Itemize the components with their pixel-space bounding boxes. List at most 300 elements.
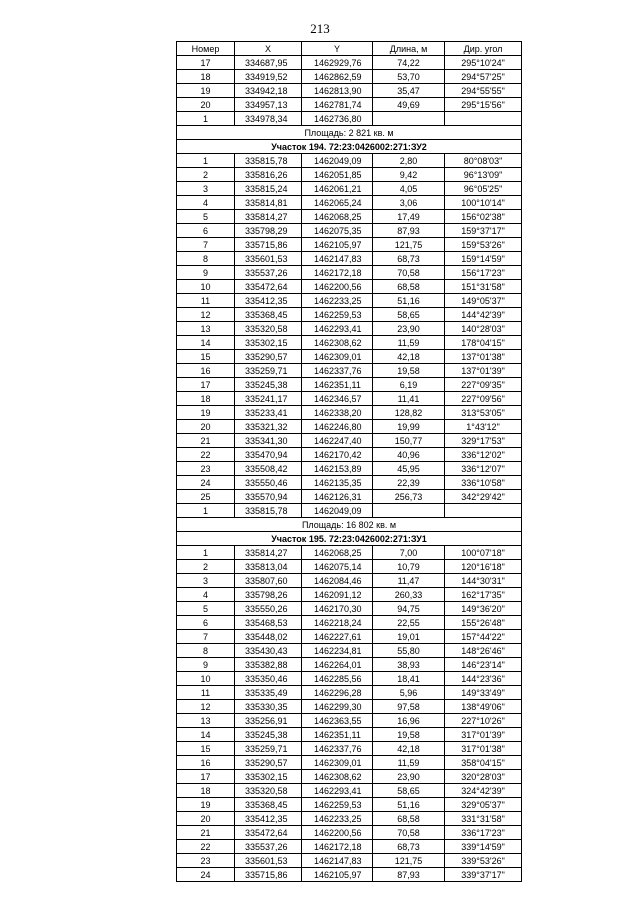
- direction-angle: 149°05'37": [445, 294, 522, 308]
- direction-angle: 80°08'03": [445, 154, 522, 168]
- segment-length: 11,41: [373, 392, 445, 406]
- coord-y: 1462781,74: [302, 98, 373, 112]
- coord-x: 335350,46: [235, 672, 302, 686]
- coord-x: 334942,18: [235, 84, 302, 98]
- direction-angle: 329°17'53": [445, 434, 522, 448]
- coord-x: 335601,53: [235, 854, 302, 868]
- point-number: 8: [177, 252, 235, 266]
- coord-x: 335715,86: [235, 238, 302, 252]
- direction-angle: [445, 112, 522, 126]
- direction-angle: 317°01'38": [445, 742, 522, 756]
- point-number: 23: [177, 462, 235, 476]
- coord-x: 335472,64: [235, 826, 302, 840]
- coord-y: 1462813,90: [302, 84, 373, 98]
- section-title: Участок 195. 72:23:0426002:271:ЗУ1: [177, 532, 522, 546]
- point-number: 20: [177, 98, 235, 112]
- segment-length: 128,82: [373, 406, 445, 420]
- point-number: 19: [177, 798, 235, 812]
- segment-length: 256,73: [373, 490, 445, 504]
- area-row: [177, 518, 522, 532]
- coord-y: 1462105,97: [302, 868, 373, 882]
- table-row: [177, 616, 522, 630]
- coord-x: 335815,24: [235, 182, 302, 196]
- table-row: [177, 840, 522, 854]
- table-row: [177, 84, 522, 98]
- direction-angle: 294°55'55": [445, 84, 522, 98]
- point-number: 10: [177, 672, 235, 686]
- segment-length: 51,16: [373, 798, 445, 812]
- coord-y: 1462346,57: [302, 392, 373, 406]
- point-number: 4: [177, 588, 235, 602]
- point-number: 13: [177, 714, 235, 728]
- direction-angle: 159°14'59": [445, 252, 522, 266]
- coord-y: 1462172,18: [302, 266, 373, 280]
- coord-y: 1462293,41: [302, 784, 373, 798]
- point-number: 21: [177, 826, 235, 840]
- direction-angle: 336°12'02": [445, 448, 522, 462]
- segment-length: 53,70: [373, 70, 445, 84]
- direction-angle: 339°37'17": [445, 868, 522, 882]
- coord-x: 335468,53: [235, 616, 302, 630]
- coord-y: 1462105,97: [302, 238, 373, 252]
- segment-length: 42,18: [373, 350, 445, 364]
- table-row: [177, 868, 522, 882]
- header-x: X: [235, 42, 302, 56]
- point-number: 16: [177, 364, 235, 378]
- direction-angle: 151°31'58": [445, 280, 522, 294]
- area-value: Площадь: 16 802 кв. м: [177, 518, 522, 532]
- point-number: 7: [177, 238, 235, 252]
- header-row: [177, 42, 522, 56]
- direction-angle: 156°17'23": [445, 266, 522, 280]
- coord-y: 1462227,61: [302, 630, 373, 644]
- section-title-row: [177, 140, 522, 154]
- direction-angle: 137°01'39": [445, 364, 522, 378]
- section-title-row: [177, 532, 522, 546]
- direction-angle: 140°28'03": [445, 322, 522, 336]
- point-number: 12: [177, 308, 235, 322]
- coord-y: 1462049,09: [302, 504, 373, 518]
- point-number: 16: [177, 756, 235, 770]
- point-number: 22: [177, 840, 235, 854]
- table-row: [177, 406, 522, 420]
- table-row: [177, 210, 522, 224]
- segment-length: [373, 112, 445, 126]
- table-row: [177, 770, 522, 784]
- header-y: Y: [302, 42, 373, 56]
- coord-y: 1462147,83: [302, 854, 373, 868]
- point-number: 8: [177, 644, 235, 658]
- coord-x: 335256,91: [235, 714, 302, 728]
- table-body: [177, 56, 522, 882]
- table-row: [177, 196, 522, 210]
- table-row: [177, 294, 522, 308]
- coord-y: 1462259,53: [302, 798, 373, 812]
- segment-length: 3,06: [373, 196, 445, 210]
- table-row: [177, 154, 522, 168]
- coord-x: 335302,15: [235, 770, 302, 784]
- coord-y: 1462293,41: [302, 322, 373, 336]
- coord-y: 1462061,21: [302, 182, 373, 196]
- direction-angle: 317°01'39": [445, 728, 522, 742]
- coord-y: 1462075,14: [302, 560, 373, 574]
- coord-y: 1462309,01: [302, 756, 373, 770]
- table-row: [177, 602, 522, 616]
- direction-angle: 159°53'26": [445, 238, 522, 252]
- coord-x: 335807,60: [235, 574, 302, 588]
- coord-x: 335330,35: [235, 700, 302, 714]
- direction-angle: 336°12'07": [445, 462, 522, 476]
- table-row: [177, 854, 522, 868]
- coord-y: 1462068,25: [302, 546, 373, 560]
- coord-x: 335570,94: [235, 490, 302, 504]
- point-number: 14: [177, 336, 235, 350]
- coord-x: 335259,71: [235, 364, 302, 378]
- direction-angle: 149°33'49": [445, 686, 522, 700]
- point-number: 15: [177, 742, 235, 756]
- table-row: [177, 420, 522, 434]
- table-row: [177, 728, 522, 742]
- point-number: 5: [177, 602, 235, 616]
- segment-length: 16,96: [373, 714, 445, 728]
- segment-length: 11,59: [373, 336, 445, 350]
- segment-length: 58,65: [373, 308, 445, 322]
- direction-angle: 295°10'24": [445, 56, 522, 70]
- coord-x: 335245,38: [235, 378, 302, 392]
- table-row: [177, 336, 522, 350]
- direction-angle: 146°23'14": [445, 658, 522, 672]
- point-number: 17: [177, 56, 235, 70]
- coord-x: 335412,35: [235, 812, 302, 826]
- point-number: 18: [177, 70, 235, 84]
- coord-x: 335550,46: [235, 476, 302, 490]
- segment-length: 260,33: [373, 588, 445, 602]
- section-title: Участок 194. 72:23:0426002:271:ЗУ2: [177, 140, 522, 154]
- point-number: 24: [177, 868, 235, 882]
- coord-y: 1462351,11: [302, 728, 373, 742]
- point-number: 1: [177, 154, 235, 168]
- table-row: [177, 350, 522, 364]
- coord-y: 1462351,11: [302, 378, 373, 392]
- coord-y: 1462308,62: [302, 336, 373, 350]
- segment-length: 49,69: [373, 98, 445, 112]
- direction-angle: 358°04'15": [445, 756, 522, 770]
- segment-length: 9,42: [373, 168, 445, 182]
- table-row: [177, 644, 522, 658]
- direction-angle: 227°10'26": [445, 714, 522, 728]
- table-row: [177, 798, 522, 812]
- coord-x: 335321,32: [235, 420, 302, 434]
- direction-angle: 227°09'56": [445, 392, 522, 406]
- table-row: [177, 672, 522, 686]
- coord-y: 1462259,53: [302, 308, 373, 322]
- coord-y: 1462296,28: [302, 686, 373, 700]
- segment-length: 2,80: [373, 154, 445, 168]
- point-number: 1: [177, 504, 235, 518]
- coord-x: 335508,42: [235, 462, 302, 476]
- direction-angle: 144°42'39": [445, 308, 522, 322]
- coord-x: 334919,52: [235, 70, 302, 84]
- table-row: [177, 238, 522, 252]
- segment-length: 22,39: [373, 476, 445, 490]
- direction-angle: 138°49'06": [445, 700, 522, 714]
- direction-angle: 157°44'22": [445, 630, 522, 644]
- segment-length: 68,58: [373, 280, 445, 294]
- coord-x: 335290,57: [235, 350, 302, 364]
- point-number: 15: [177, 350, 235, 364]
- coord-y: 1462246,80: [302, 420, 373, 434]
- table-row: [177, 280, 522, 294]
- table-row: [177, 182, 522, 196]
- coord-x: 335368,45: [235, 308, 302, 322]
- table-row: [177, 826, 522, 840]
- table-row: [177, 560, 522, 574]
- segment-length: 19,01: [373, 630, 445, 644]
- coord-x: 335798,26: [235, 588, 302, 602]
- segment-length: 5,96: [373, 686, 445, 700]
- segment-length: 23,90: [373, 770, 445, 784]
- coord-y: 1462299,30: [302, 700, 373, 714]
- coord-x: 335814,81: [235, 196, 302, 210]
- point-number: 18: [177, 392, 235, 406]
- point-number: 13: [177, 322, 235, 336]
- segment-length: 68,73: [373, 840, 445, 854]
- coord-y: 1462736,80: [302, 112, 373, 126]
- point-number: 11: [177, 294, 235, 308]
- direction-angle: 149°36'20": [445, 602, 522, 616]
- coord-x: 335816,26: [235, 168, 302, 182]
- table-row: [177, 812, 522, 826]
- segment-length: 18,41: [373, 672, 445, 686]
- area-row: [177, 126, 522, 140]
- segment-length: 35,47: [373, 84, 445, 98]
- segment-length: 68,58: [373, 812, 445, 826]
- point-number: 20: [177, 812, 235, 826]
- direction-angle: [445, 504, 522, 518]
- table-row: [177, 434, 522, 448]
- segment-length: 150,77: [373, 434, 445, 448]
- coord-y: 1462929,76: [302, 56, 373, 70]
- direction-angle: 162°17'35": [445, 588, 522, 602]
- coord-x: 335601,53: [235, 252, 302, 266]
- segment-length: 58,65: [373, 784, 445, 798]
- table-row: [177, 504, 522, 518]
- point-number: 21: [177, 434, 235, 448]
- point-number: 14: [177, 728, 235, 742]
- coord-x: 335537,26: [235, 840, 302, 854]
- table-row: [177, 462, 522, 476]
- point-number: 24: [177, 476, 235, 490]
- table-row: [177, 168, 522, 182]
- coord-x: 335320,58: [235, 322, 302, 336]
- point-number: 23: [177, 854, 235, 868]
- direction-angle: 339°14'59": [445, 840, 522, 854]
- direction-angle: 120°16'18": [445, 560, 522, 574]
- table-row: [177, 252, 522, 266]
- segment-length: 94,75: [373, 602, 445, 616]
- segment-length: 19,58: [373, 364, 445, 378]
- coord-x: 335815,78: [235, 504, 302, 518]
- coord-x: 335472,64: [235, 280, 302, 294]
- coord-x: 335320,58: [235, 784, 302, 798]
- table-row: [177, 378, 522, 392]
- coord-y: 1462075,35: [302, 224, 373, 238]
- point-number: 25: [177, 490, 235, 504]
- table-row: [177, 756, 522, 770]
- coord-y: 1462234,81: [302, 644, 373, 658]
- segment-length: 4,05: [373, 182, 445, 196]
- coord-x: 335537,26: [235, 266, 302, 280]
- point-number: 4: [177, 196, 235, 210]
- direction-angle: 329°05'37": [445, 798, 522, 812]
- coord-x: 335259,71: [235, 742, 302, 756]
- coord-y: 1462126,31: [302, 490, 373, 504]
- direction-angle: 331°31'58": [445, 812, 522, 826]
- coord-x: 335550,26: [235, 602, 302, 616]
- direction-angle: 155°26'48": [445, 616, 522, 630]
- direction-angle: 324°42'39": [445, 784, 522, 798]
- point-number: 12: [177, 700, 235, 714]
- direction-angle: 159°37'17": [445, 224, 522, 238]
- coord-y: 1462337,76: [302, 364, 373, 378]
- coord-y: 1462862,59: [302, 70, 373, 84]
- direction-angle: 336°10'58": [445, 476, 522, 490]
- segment-length: [373, 504, 445, 518]
- coord-x: 335412,35: [235, 294, 302, 308]
- point-number: 20: [177, 420, 235, 434]
- table-row: [177, 322, 522, 336]
- direction-angle: 313°53'05": [445, 406, 522, 420]
- area-value: Площадь: 2 821 кв. м: [177, 126, 522, 140]
- point-number: 6: [177, 616, 235, 630]
- point-number: 11: [177, 686, 235, 700]
- coord-x: 335715,86: [235, 868, 302, 882]
- coord-y: 1462264,01: [302, 658, 373, 672]
- page-number: 213: [310, 21, 330, 36]
- table-row: [177, 70, 522, 84]
- segment-length: 6,19: [373, 378, 445, 392]
- table-row: [177, 714, 522, 728]
- direction-angle: 100°07'18": [445, 546, 522, 560]
- coord-y: 1462170,30: [302, 602, 373, 616]
- point-number: 10: [177, 280, 235, 294]
- point-number: 19: [177, 406, 235, 420]
- coord-x: 334978,34: [235, 112, 302, 126]
- header-number: Номер: [177, 42, 235, 56]
- direction-angle: 294°57'25": [445, 70, 522, 84]
- coord-x: 335335,49: [235, 686, 302, 700]
- direction-angle: 96°05'25": [445, 182, 522, 196]
- segment-length: 22,55: [373, 616, 445, 630]
- coord-x: 335813,04: [235, 560, 302, 574]
- coord-y: 1462065,24: [302, 196, 373, 210]
- direction-angle: 144°23'36": [445, 672, 522, 686]
- coord-x: 335382,88: [235, 658, 302, 672]
- segment-length: 42,18: [373, 742, 445, 756]
- header-angle: Дир. угол: [445, 42, 522, 56]
- point-number: 5: [177, 210, 235, 224]
- coord-y: 1462170,42: [302, 448, 373, 462]
- direction-angle: 100°10'14": [445, 196, 522, 210]
- table-row: [177, 658, 522, 672]
- table-row: [177, 364, 522, 378]
- direction-angle: 1°43'12": [445, 420, 522, 434]
- coord-y: 1462091,12: [302, 588, 373, 602]
- point-number: 2: [177, 560, 235, 574]
- table-row: [177, 112, 522, 126]
- table-row: [177, 630, 522, 644]
- segment-length: 19,58: [373, 728, 445, 742]
- point-number: 1: [177, 112, 235, 126]
- coord-x: 335341,30: [235, 434, 302, 448]
- segment-length: 10,79: [373, 560, 445, 574]
- direction-angle: 295°15'56": [445, 98, 522, 112]
- segment-length: 40,96: [373, 448, 445, 462]
- coord-x: 335290,57: [235, 756, 302, 770]
- coordinates-table: [176, 41, 522, 882]
- segment-length: 17,49: [373, 210, 445, 224]
- segment-length: 70,58: [373, 266, 445, 280]
- segment-length: 45,95: [373, 462, 445, 476]
- coord-x: 335798,29: [235, 224, 302, 238]
- direction-angle: 227°09'35": [445, 378, 522, 392]
- direction-angle: 336°17'23": [445, 826, 522, 840]
- direction-angle: 96°13'09": [445, 168, 522, 182]
- table-row: [177, 700, 522, 714]
- direction-angle: 156°02'38": [445, 210, 522, 224]
- coord-y: 1462135,35: [302, 476, 373, 490]
- table-row: [177, 308, 522, 322]
- coord-y: 1462200,56: [302, 826, 373, 840]
- coord-y: 1462051,85: [302, 168, 373, 182]
- table-row: [177, 742, 522, 756]
- segment-length: 70,58: [373, 826, 445, 840]
- table-row: [177, 546, 522, 560]
- direction-angle: 137°01'38": [445, 350, 522, 364]
- coord-y: 1462363,55: [302, 714, 373, 728]
- coord-y: 1462218,24: [302, 616, 373, 630]
- point-number: 19: [177, 84, 235, 98]
- coord-x: 335470,94: [235, 448, 302, 462]
- coord-y: 1462200,56: [302, 280, 373, 294]
- table-row: [177, 476, 522, 490]
- point-number: 3: [177, 574, 235, 588]
- coord-y: 1462247,40: [302, 434, 373, 448]
- segment-length: 74,22: [373, 56, 445, 70]
- coord-x: 335814,27: [235, 210, 302, 224]
- table-row: [177, 224, 522, 238]
- direction-angle: 320°28'03": [445, 770, 522, 784]
- coord-y: 1462285,56: [302, 672, 373, 686]
- table-row: [177, 98, 522, 112]
- segment-length: 121,75: [373, 854, 445, 868]
- segment-length: 11,59: [373, 756, 445, 770]
- segment-length: 68,73: [373, 252, 445, 266]
- table-row: [177, 392, 522, 406]
- coord-y: 1462084,46: [302, 574, 373, 588]
- direction-angle: 339°53'26": [445, 854, 522, 868]
- segment-length: 87,93: [373, 224, 445, 238]
- coord-y: 1462068,25: [302, 210, 373, 224]
- coord-x: 335233,41: [235, 406, 302, 420]
- point-number: 3: [177, 182, 235, 196]
- point-number: 9: [177, 658, 235, 672]
- table-row: [177, 56, 522, 70]
- segment-length: 7,00: [373, 546, 445, 560]
- segment-length: 51,16: [373, 294, 445, 308]
- coord-x: 335302,15: [235, 336, 302, 350]
- segment-length: 87,93: [373, 868, 445, 882]
